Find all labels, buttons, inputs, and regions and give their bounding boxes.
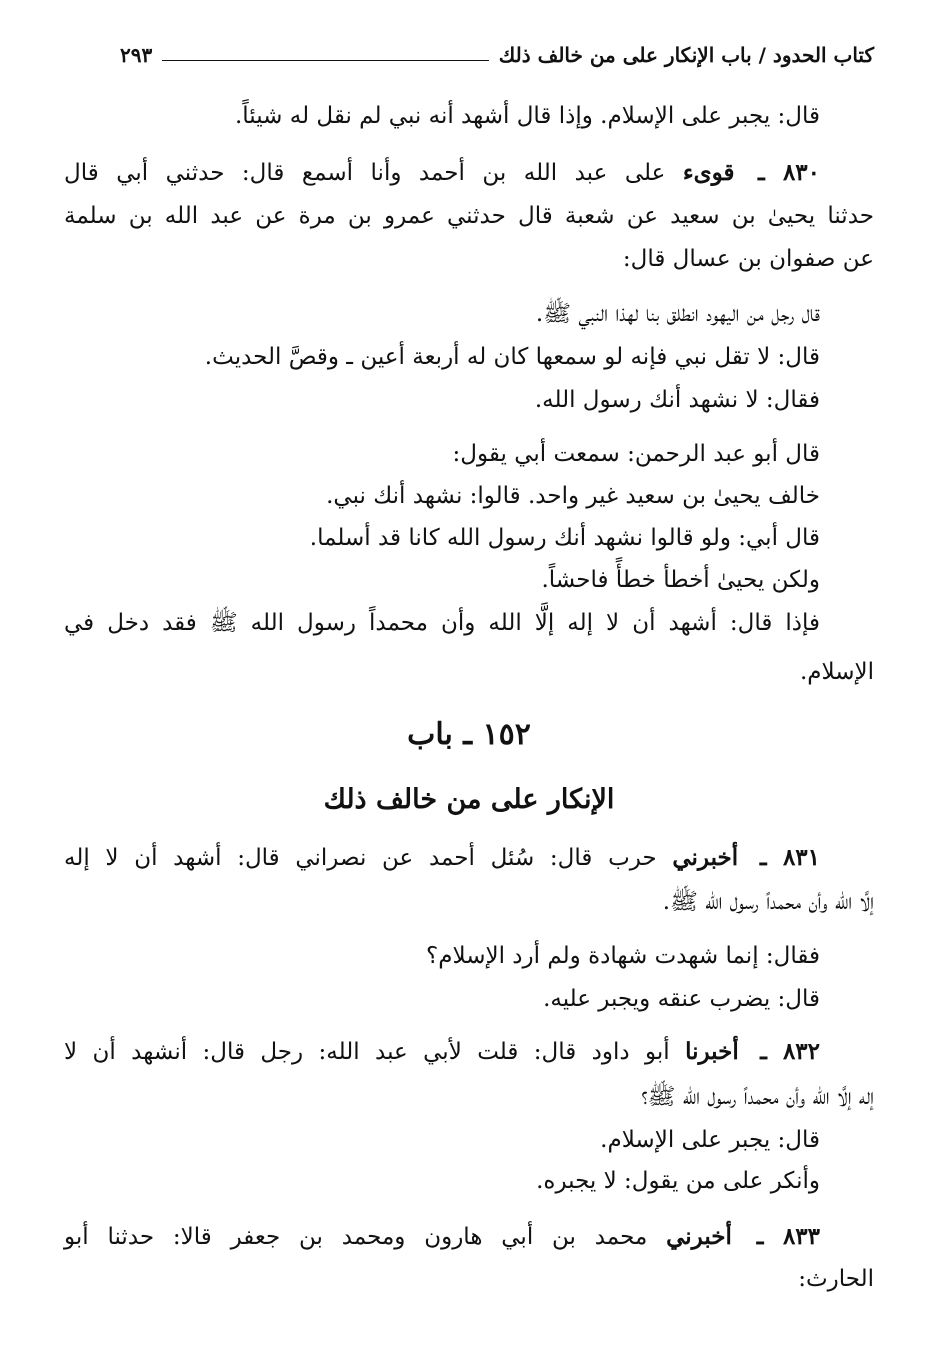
text-line: فإذا قال: أشهد أن لا إله إلَّا الله وأن محمداً رسول الله ﷺ فقد دخل في [64,610,821,636]
text-line: قال: يجبر على الإسلام. [600,1127,820,1153]
header-rule [162,60,489,61]
text-line: الإسلام. [799,659,874,685]
hadith-text: حرب قال: سُئل أحمد عن نصراني قال: أشهد أن لا إله [64,845,657,871]
text-line: قال: يجبر على الإسلام. وإذا قال أشهد أنه نبي لم نقل له شيئاً. [234,103,820,129]
running-header [120,38,874,72]
text-line: قال: لا تقل نبي فإنه لو سمعها كان له أربعة أعين ـ وقصَّ الحديث. [204,344,820,370]
hadith-number: ٨٣٠ ـ [758,159,820,186]
hadith-keyword: أخبرنا [685,1038,739,1065]
hadith-keyword: قوىء [682,159,735,186]
text-line: وأنكر على من يقول: لا يجبره. [536,1168,820,1194]
text-line: قال أبي: ولو قالوا نشهد أنك رسول الله كانا قد أسلما. [309,525,820,551]
hadith-833-line [64,1219,820,1255]
hadith-text: محمد بن أبي هارون ومحمد بن جعفر قالا: حدثنا أبو [64,1224,648,1250]
hadith-text: أبو داود قال: قلت لأبي عبد الله: رجل قال: أنشهد أن لا [64,1039,670,1065]
hadith-number: ٨٣١ ـ [759,844,820,871]
hadith-text: على عبد الله بن أحمد وأنا أسمع قال: حدثني أبي قال [64,160,666,186]
page-number: ٢٩٣ [120,43,153,67]
running-title: كتاب الحدود / باب الإنكار على من خالف ذلك [498,43,874,67]
text-line: فقال: لا نشهد أنك رسول الله. [534,387,820,413]
hadith-keyword: أخبرني [666,1223,732,1250]
text-line: خالف يحيىٰ بن سعيد غير واحد. قالوا: نشهد أنك نبي. [326,483,820,509]
text-line: عن صفوان بن عسال قال: [622,246,874,272]
text-line: حدثنا يحيىٰ بن سعيد عن شعبة قال حدثني عمرو بن مرة عن عبد الله بن سلمة [64,203,874,229]
text-line: فقال: إنما شهدت شهادة ولم أرد الإسلام؟ [426,943,820,969]
hadith-number: ٨٣٣ ـ [756,1223,821,1250]
hadith-keyword: أخبرني [672,844,739,871]
text-line: قال رجل من اليهود انطلق بنا لهذا النبي ﷺ. [535,301,820,327]
hadith-831-line [64,840,820,876]
hadith-832-line [64,1034,820,1070]
text-line: إله إلَّا الله وأن محمداً رسول الله ﷺ؟ [641,1084,874,1110]
hadith-number: ٨٣٢ ـ [760,1038,821,1065]
text-line: قال أبو عبد الرحمن: سمعت أبي يقول: [452,441,820,467]
chapter-title: الإنكار على من خالف ذلك [323,784,615,815]
text-line: إلَّا الله وأن محمداً رسول الله ﷺ. [662,889,874,915]
text-line: قال: يضرب عنقه ويجبر عليه. [543,986,820,1012]
text-line: الحارث: [798,1266,874,1292]
chapter-number: ١٥٢ ـ باب [407,717,531,752]
text-line: ولكن يحيىٰ أخطأ خطأً فاحشاً. [541,567,820,593]
hadith-830-line [64,155,820,191]
